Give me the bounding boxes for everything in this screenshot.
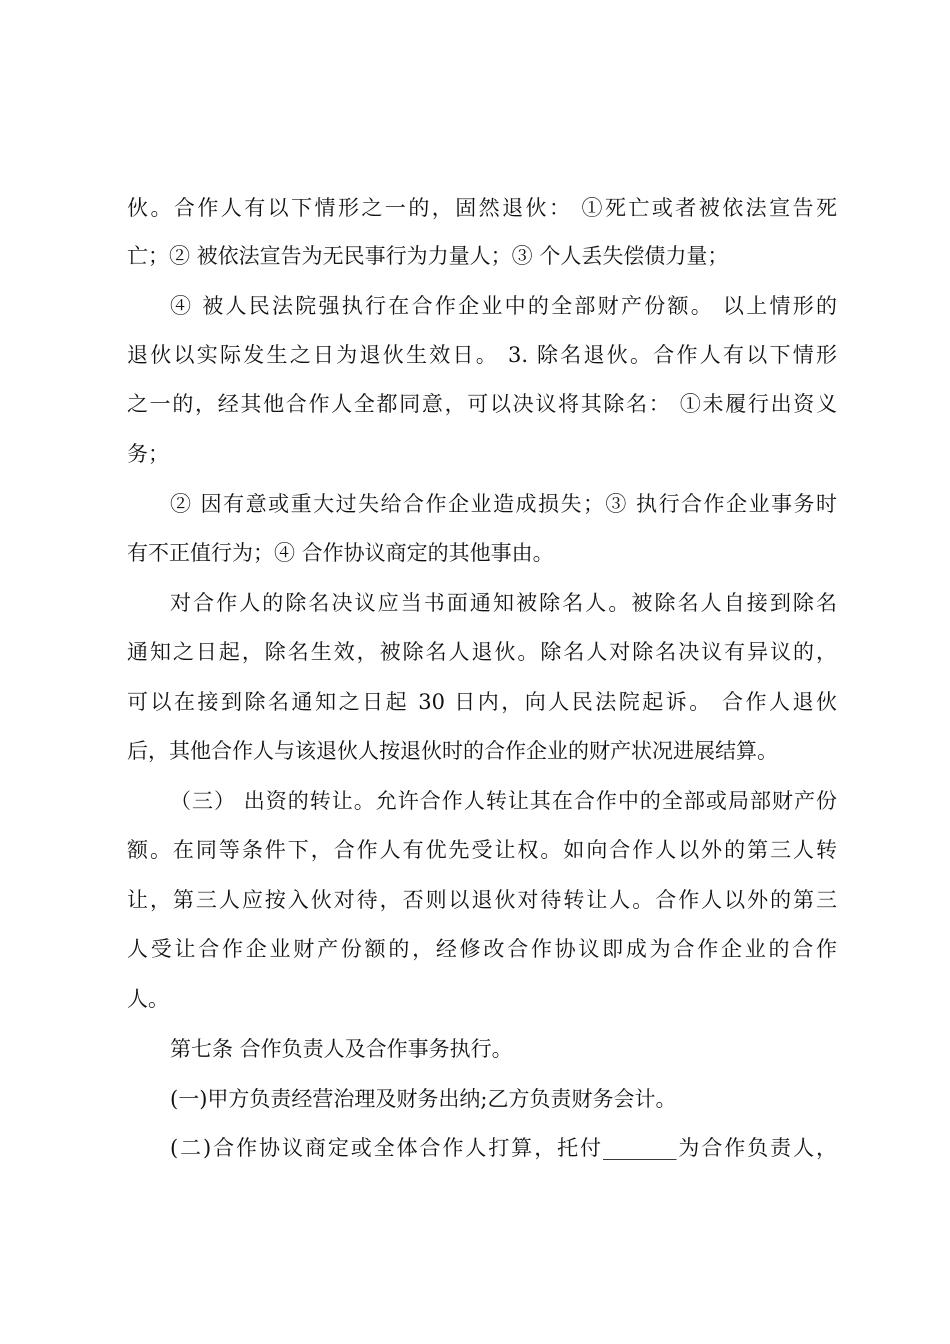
- text-line: 务；: [127, 442, 169, 466]
- text-line: 对合作人的除名决议应当书面通知被除名人。被除名人自接到除名: [170, 591, 837, 615]
- text-line: 伙。合作人有以下情形之一的，固然退伙： ①死亡或者被依法宣告死: [127, 196, 837, 220]
- text-line: 后，其他合作人与该退伙人按退伙时的合作企业的财产状况进展结算。: [127, 739, 778, 763]
- text-line: ④ 被人民法院强执行在合作企业中的全部财产份额。 以上情形的: [170, 294, 837, 318]
- text-line: 亡；② 被依法宣告为无民事行为力量人；③ 个人丢失偿债力量；: [127, 244, 729, 268]
- text-line: ② 因有意或重大过失给合作企业造成损失；③ 执行合作企业事务时: [170, 492, 837, 516]
- text-line: 人。: [127, 987, 169, 1011]
- text-line: 让，第三人应按入伙对待，否则以退伙对待转让人。合作人以外的第三: [127, 888, 837, 912]
- text-line: (二)合作协议商定或全体合作人打算，托付_______为合作负责人，: [170, 1136, 837, 1160]
- text-line: 之一的，经其他合作人全都同意，可以决议将其除名： ①未履行出资义: [127, 392, 837, 416]
- text-line: 额。在同等条件下，合作人有优先受让权。如向合作人以外的第三人转: [127, 838, 837, 862]
- text-line: 有不正值行为；④ 合作协议商定的其他事由。: [127, 541, 554, 565]
- text-line: (一)甲方负责经营治理及财务出纳;乙方负责财务会计。: [170, 1087, 677, 1111]
- text-line: 通知之日起，除名生效，被除名人退伙。除名人对除名决议有异议的，: [127, 640, 837, 664]
- text-line: （三） 出资的转让。允许合作人转让其在合作中的全部或局部财产份: [170, 789, 837, 813]
- text-line: 退伙以实际发生之日为退伙生效日。 3. 除名退伙。合作人有以下情形: [127, 343, 837, 367]
- section-heading: 第七条 合作负责人及合作事务执行。: [170, 1037, 513, 1061]
- text-line: 可以在接到除名通知之日起 30 日内，向人民法院起诉。 合作人退伙: [127, 690, 837, 714]
- text-line: 人受让合作企业财产份额的，经修改合作协议即成为合作企业的合作: [127, 937, 837, 961]
